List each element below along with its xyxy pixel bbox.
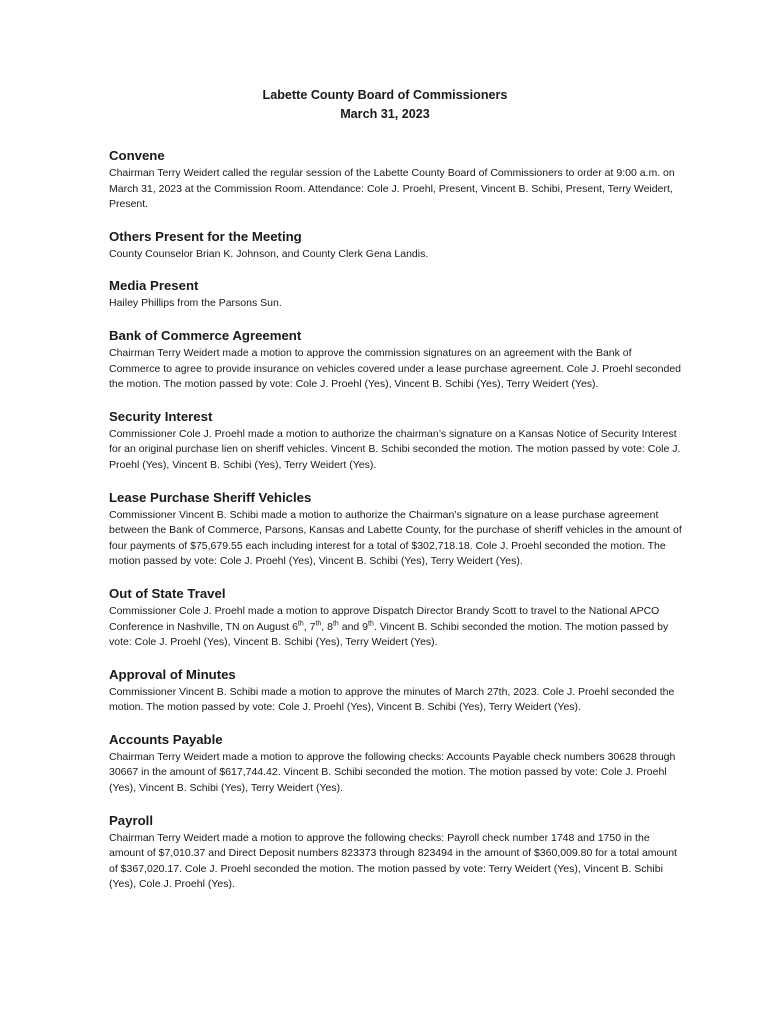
document-date: March 31, 2023 <box>340 107 430 121</box>
section-body: Commissioner Vincent B. Schibi made a motion to approve the minutes of March 27th, 2023. Cole J. Proehl seconded the motion. The motion passed by vote: Cole J. Proehl (Yes), Vincent B. Schibi (Yes), Terry Weidert (Yes). <box>109 685 675 714</box>
section-body: Chairman Terry Weidert made a motion to approve the following checks: Accounts Payable check numbers 30628 through 30667 in the amount of $617,744.42. Vincent B. Schibi seconded the motion. The motion passed by vote: Cole J. Proehl (Yes), Vincent B. Schibi (Yes), Terry Weidert (Yes). <box>109 750 676 795</box>
section-body: Commissioner Cole J. Proehl made a motion to authorize the chairman’s signature on a Kansas Notice of Security Interest for an original purchase lien on sheriff vehicles. Vincent B. Schibi seconded the motion. The motion passed by vote: Cole J. Proehl (Yes), Vincent B. Schibi (Yes), Terry Weidert (Yes). <box>109 427 681 471</box>
section-security-interest <box>109 408 682 474</box>
section-heading: Payroll <box>109 812 153 828</box>
body-text: . Vincent B. Schibi seconded the motion. The motion passed by vote: Cole J. Proehl (Yes), Vincent B. Schibi (Yes), Terry Weidert (Yes). <box>109 620 669 649</box>
section-body: Chairman Terry Weidert made a motion to approve the following checks: Payroll check number 1748 and 1750 in the amount of $7,010.37 and Direct Deposit numbers 823373 through 823494 in the amount of $360,009.80 for a total amount of $367,020.17. Cole J. Proehl seconded the motion. The motion passed by vote: Terry Weidert (Yes), Vincent B. Schibi (Yes), Cole J. Proehl (Yes). <box>109 831 677 891</box>
section-heading: Out of State Travel <box>109 585 226 601</box>
section-accounts-payable <box>109 731 682 797</box>
section-body: Chairman Terry Weidert made a motion to approve the commission signatures on an agreement with the Bank of Commerce to agree to provide insurance on vehicles covered under a lease purchase agreement. Cole J. Proehl seconded the motion. The motion passed by vote: Cole J. Proehl (Yes), Vincent B. Schibi (Yes), Terry Weidert (Yes). <box>109 346 681 391</box>
body-text: and 9 <box>338 620 369 633</box>
body-text: , 7 <box>303 620 316 633</box>
section-heading: Convene <box>109 148 165 163</box>
section-body: County Counselor Brian K. Johnson, and County Clerk Gena Landis. <box>109 247 429 260</box>
section-heading: Approval of Minutes <box>109 666 236 682</box>
document-title: Labette County Board of Commissioners <box>262 88 508 102</box>
section-heading: Accounts Payable <box>109 731 223 747</box>
section-body: Commissioner Vincent B. Schibi made a motion to authorize the Chairman’s signature on a lease purchase agreement between the Bank of Commerce, Parsons, Kansas and Labette County, for the purchase of sheriff vehicles in the amount of four payments of $75,679.55 each including interest for a total of $302,718.18. Cole J. Proehl seconded the motion. The motion passed by vote: Cole J. Proehl (Yes), Vincent B. Schibi (Yes), Terry Weidert (Yes). <box>109 508 682 568</box>
ordinal-suffix: th <box>315 620 322 627</box>
ordinal-suffix: th <box>368 620 374 627</box>
body-text: , 8 <box>321 620 333 633</box>
section-body: Hailey Phillips from the Parsons Sun. <box>109 297 282 310</box>
ordinal-suffix: th <box>297 620 304 627</box>
section-convene <box>109 147 682 213</box>
ordinal-suffix: th <box>332 620 339 627</box>
section-approval-of-minutes <box>109 666 682 716</box>
section-out-of-state-travel <box>109 585 682 651</box>
body-text: Commissioner Cole J. Proehl made a motion to approve Dispatch Director Brandy Scott to travel to the National APCO Conference in Nashville, TN on August 6 <box>109 604 660 633</box>
section-others-present <box>109 228 682 263</box>
section-media-present <box>109 277 682 312</box>
section-bank-of-commerce <box>109 327 682 393</box>
section-body <box>109 604 682 651</box>
section-heading: Others Present for the Meeting <box>109 228 302 244</box>
section-heading: Security Interest <box>109 408 213 424</box>
section-lease-purchase <box>109 489 682 570</box>
section-payroll <box>109 812 682 893</box>
section-heading: Lease Purchase Sheriff Vehicles <box>109 489 312 505</box>
section-heading: Bank of Commerce Agreement <box>109 327 302 343</box>
section-heading: Media Present <box>109 278 199 294</box>
document-header <box>88 86 682 124</box>
section-body: Chairman Terry Weidert called the regular session of the Labette County Board of Commissioners to order at 9:00 a.m. on March 31, 2023 at the Commission Room. Attendance: Cole J. Proehl, Present, Vincent B. Schibi, Present, Terry Weidert, Present. <box>109 167 675 211</box>
